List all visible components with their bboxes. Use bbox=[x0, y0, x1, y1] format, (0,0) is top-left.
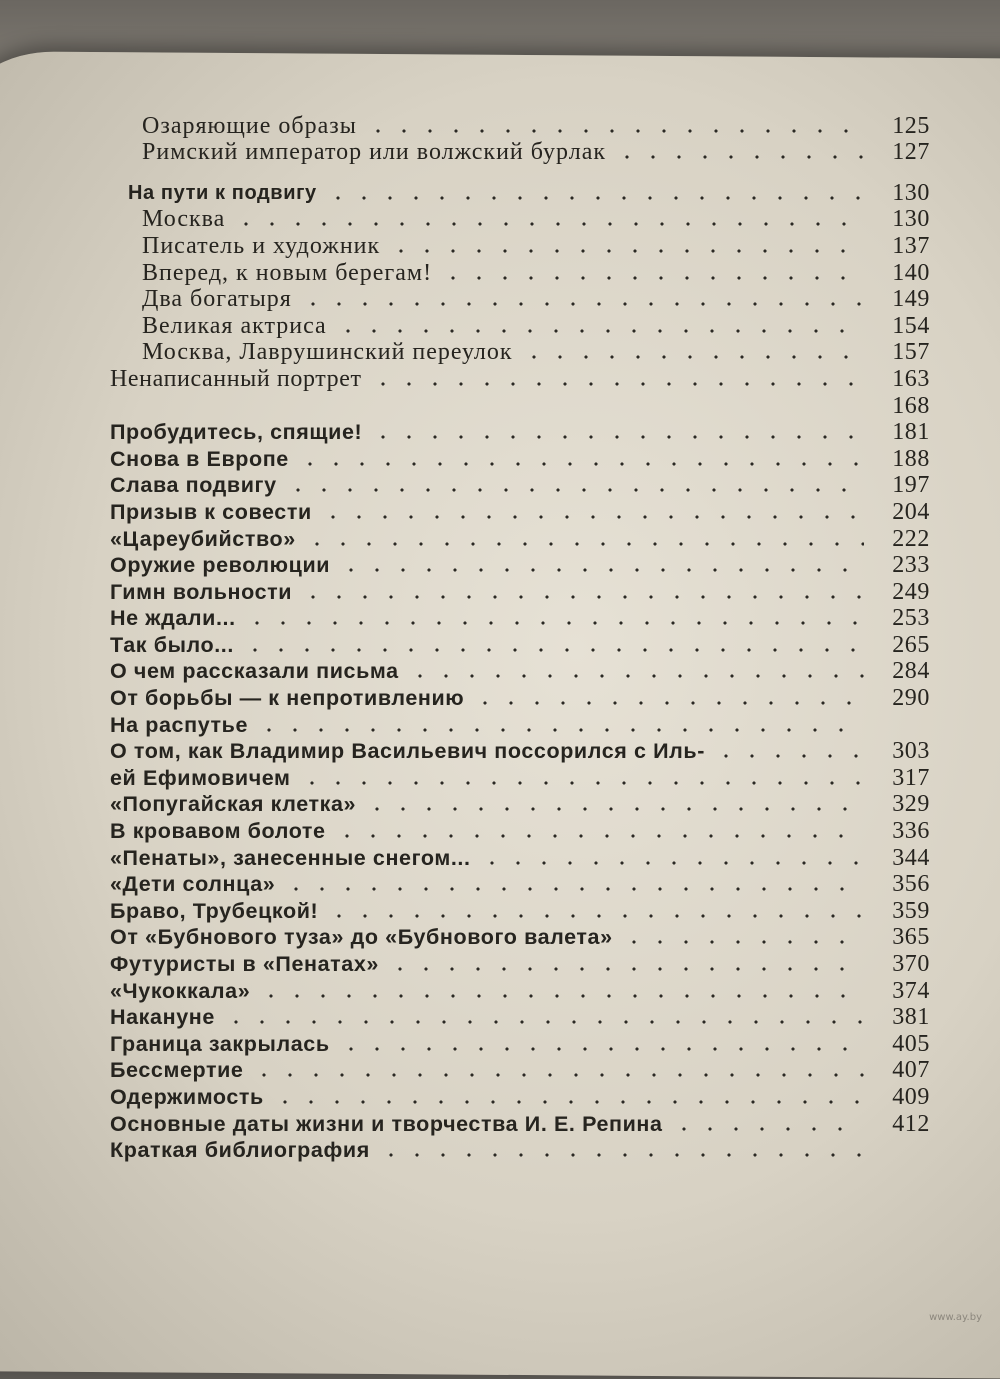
toc-entry-title: Краткая библиография bbox=[110, 1138, 370, 1163]
dot-leader bbox=[713, 754, 864, 758]
toc-row bbox=[110, 206, 930, 233]
dot-leader bbox=[300, 595, 864, 599]
toc-row bbox=[110, 1083, 930, 1110]
toc-entry-page: 140 bbox=[892, 259, 930, 286]
toc-entry-page: 336 bbox=[892, 818, 930, 845]
toc-entry-page: 157 bbox=[892, 339, 930, 366]
toc-entry-title: От «Бубнового туза» до «Бубнового валета» bbox=[110, 925, 613, 950]
toc-row bbox=[110, 1110, 930, 1137]
toc-row-section-header bbox=[110, 179, 930, 206]
toc-entry-page: 365 bbox=[892, 924, 930, 951]
toc-group-2 bbox=[110, 206, 930, 366]
toc-row bbox=[110, 817, 930, 844]
toc-row bbox=[110, 871, 930, 898]
dot-leader bbox=[614, 155, 864, 159]
toc-entry-title: Так было... bbox=[110, 632, 234, 657]
dot-leader bbox=[388, 249, 864, 253]
dot-leader bbox=[283, 887, 864, 891]
toc-entry-title: Гимн вольности bbox=[110, 579, 293, 604]
toc-entry-title: Озаряющие образы bbox=[142, 112, 357, 139]
toc-entry-title: Бессмертие bbox=[110, 1058, 244, 1083]
dot-leader bbox=[338, 1047, 864, 1051]
dot-leader bbox=[326, 914, 864, 918]
toc-entry-title: «Пенаты», занесенные снегом... bbox=[110, 845, 471, 870]
toc-entry-page: 125 bbox=[892, 112, 930, 139]
toc-group-1 bbox=[110, 112, 930, 165]
toc-row bbox=[110, 791, 930, 818]
toc-row bbox=[110, 738, 930, 765]
dot-leader bbox=[320, 515, 864, 519]
dot-leader bbox=[407, 674, 864, 678]
toc-entry-page: 381 bbox=[892, 1004, 930, 1031]
toc-entry-page: 168 bbox=[892, 392, 930, 419]
toc-entry-page: 317 bbox=[892, 764, 930, 791]
toc-entry-page: 249 bbox=[892, 578, 930, 605]
toc-row bbox=[110, 312, 930, 339]
toc-entry-page: 405 bbox=[892, 1030, 930, 1057]
toc-entry-page: 284 bbox=[892, 658, 930, 685]
toc-entry-title: В кровавом болоте bbox=[110, 819, 326, 844]
toc-entry-title: Накануне bbox=[110, 1005, 215, 1030]
toc-entry-title: Снова в Европе bbox=[110, 446, 289, 471]
toc-entry-page: 130 bbox=[892, 206, 930, 233]
dot-leader bbox=[472, 701, 864, 705]
toc-entry-title: О чем рассказали письма bbox=[110, 659, 399, 684]
toc-row bbox=[110, 684, 930, 711]
toc-entry-page: 412 bbox=[892, 1110, 930, 1137]
toc-entry-page: 188 bbox=[892, 445, 930, 472]
toc-entry-title: Великая актриса bbox=[142, 312, 327, 339]
toc-row bbox=[110, 924, 930, 951]
dot-leader bbox=[364, 807, 864, 811]
dot-leader bbox=[378, 1153, 864, 1157]
toc-entry-title: Вперед, к новым берегам! bbox=[142, 259, 433, 286]
toc-entry-title: «Чукоккала» bbox=[110, 978, 251, 1003]
toc-entry-page: 409 bbox=[892, 1083, 930, 1110]
dot-leader bbox=[325, 196, 864, 200]
dot-leader bbox=[233, 222, 864, 226]
dot-leader bbox=[479, 861, 864, 865]
dot-leader bbox=[521, 355, 864, 359]
toc-entry-page: 344 bbox=[892, 844, 930, 871]
toc-entry-page: 163 bbox=[892, 365, 930, 392]
toc-entry-title: Основные даты жизни и творчества И. Е. Репина bbox=[110, 1111, 663, 1136]
toc-entry-page: 149 bbox=[892, 286, 930, 313]
toc-entry-title: Два богатыря bbox=[142, 286, 292, 313]
dot-leader bbox=[370, 435, 864, 439]
toc-entry-page: 253 bbox=[892, 605, 930, 632]
toc-row bbox=[110, 1137, 930, 1164]
watermark: www.ay.by bbox=[929, 1312, 982, 1323]
table-of-contents bbox=[110, 112, 930, 1163]
toc-row bbox=[110, 1057, 930, 1084]
toc-entry-title: Пробудитесь, спящие! bbox=[110, 420, 363, 445]
dot-leader bbox=[285, 488, 864, 492]
dot-leader bbox=[244, 621, 864, 625]
toc-entry-title: Оружие революции bbox=[110, 553, 331, 578]
toc-entry-page: 127 bbox=[892, 139, 930, 166]
spacer bbox=[110, 165, 930, 179]
dot-leader bbox=[335, 329, 864, 333]
dot-leader bbox=[242, 648, 864, 652]
toc-row bbox=[110, 950, 930, 977]
toc-row bbox=[110, 139, 930, 166]
toc-entry-page: 154 bbox=[892, 312, 930, 339]
toc-entry-title: ей Ефимовичем bbox=[110, 765, 291, 790]
toc-row bbox=[110, 339, 930, 366]
dot-leader bbox=[258, 994, 864, 998]
toc-row bbox=[110, 764, 930, 791]
dot-leader bbox=[297, 462, 864, 466]
toc-entry-page: 197 bbox=[892, 472, 930, 499]
toc-row bbox=[110, 711, 930, 738]
toc-entry-title: «Дети солнца» bbox=[110, 872, 276, 897]
toc-entry-title: «Попугайская клетка» bbox=[110, 792, 357, 817]
dot-leader bbox=[251, 1073, 864, 1077]
toc-entry-title: Слава подвигу bbox=[110, 473, 277, 498]
toc-entry-title: Призыв к совести bbox=[110, 499, 312, 524]
toc-entry-title: Граница закрылась bbox=[110, 1031, 330, 1056]
toc-entry-title: На пути к подвигу bbox=[128, 181, 317, 204]
toc-row bbox=[110, 897, 930, 924]
toc-row-page-only bbox=[110, 392, 930, 419]
toc-entry-title: Писатель и художник bbox=[142, 232, 381, 259]
toc-entry-page: 130 bbox=[892, 179, 930, 206]
dot-leader bbox=[370, 382, 864, 386]
dot-leader bbox=[338, 568, 864, 572]
toc-entry-title: Одержимость bbox=[110, 1084, 264, 1109]
toc-entry-page: 233 bbox=[892, 552, 930, 579]
toc-row bbox=[110, 977, 930, 1004]
toc-entry-title: Москва, Лаврушинский переулок bbox=[142, 339, 513, 366]
toc-entry-title: «Цареубийство» bbox=[110, 526, 296, 551]
toc-group-3 bbox=[110, 419, 930, 1164]
dot-leader bbox=[387, 967, 864, 971]
toc-entry-title: Футуристы в «Пенатах» bbox=[110, 952, 379, 976]
dot-leader bbox=[300, 302, 864, 306]
toc-entry-page: 329 bbox=[892, 791, 930, 818]
dot-leader bbox=[440, 276, 864, 280]
toc-entry-title: О том, как Владимир Васильевич поссорился с Иль- bbox=[110, 739, 706, 764]
toc-entry-page: 374 bbox=[892, 977, 930, 1004]
toc-entry-page: 303 bbox=[892, 738, 930, 765]
toc-row bbox=[110, 1030, 930, 1057]
toc-row bbox=[110, 552, 930, 579]
toc-row bbox=[110, 525, 930, 552]
toc-row bbox=[110, 578, 930, 605]
toc-entry-title: Римский император или волжский бурлак bbox=[142, 139, 607, 166]
dot-leader bbox=[299, 781, 864, 785]
toc-entry-page: 222 bbox=[892, 525, 930, 552]
toc-row bbox=[110, 1004, 930, 1031]
dot-leader bbox=[621, 940, 864, 944]
dot-leader bbox=[671, 1127, 864, 1131]
toc-entry-title: Не ждали... bbox=[110, 606, 236, 631]
dot-leader bbox=[256, 728, 864, 732]
toc-row bbox=[110, 631, 930, 658]
toc-row bbox=[110, 259, 930, 286]
toc-entry-page: 359 bbox=[892, 897, 930, 924]
toc-row bbox=[110, 419, 930, 446]
toc-entry-title: Москва bbox=[142, 206, 226, 233]
toc-row bbox=[110, 844, 930, 871]
toc-entry-page: 204 bbox=[892, 498, 930, 525]
toc-entry-title: Браво, Трубецкой! bbox=[110, 898, 319, 923]
toc-row bbox=[110, 232, 930, 259]
toc-entry-title: От борьбы — к непротивлению bbox=[110, 686, 465, 711]
dot-leader bbox=[334, 834, 864, 838]
toc-entry-title: Ненаписанный портрет bbox=[110, 365, 362, 392]
toc-entry-page: 181 bbox=[892, 419, 930, 446]
dot-leader bbox=[223, 1020, 864, 1024]
toc-row bbox=[110, 445, 930, 472]
toc-row bbox=[110, 498, 930, 525]
toc-row bbox=[110, 658, 930, 685]
toc-entry-page: 265 bbox=[892, 631, 930, 658]
toc-entry-title: На распутье bbox=[110, 712, 249, 737]
toc-row bbox=[110, 472, 930, 499]
toc-entry-page: 356 bbox=[892, 871, 930, 898]
toc-entry-page: 407 bbox=[892, 1057, 930, 1084]
dot-leader bbox=[365, 129, 864, 133]
toc-row bbox=[110, 605, 930, 632]
toc-entry-page: 370 bbox=[892, 951, 930, 977]
dot-leader bbox=[272, 1100, 864, 1104]
toc-entry-page: 290 bbox=[892, 685, 930, 712]
toc-row bbox=[110, 112, 930, 139]
dot-leader bbox=[304, 542, 864, 546]
toc-row bbox=[110, 365, 930, 392]
toc-row bbox=[110, 286, 930, 313]
toc-entry-page: 137 bbox=[892, 232, 930, 259]
